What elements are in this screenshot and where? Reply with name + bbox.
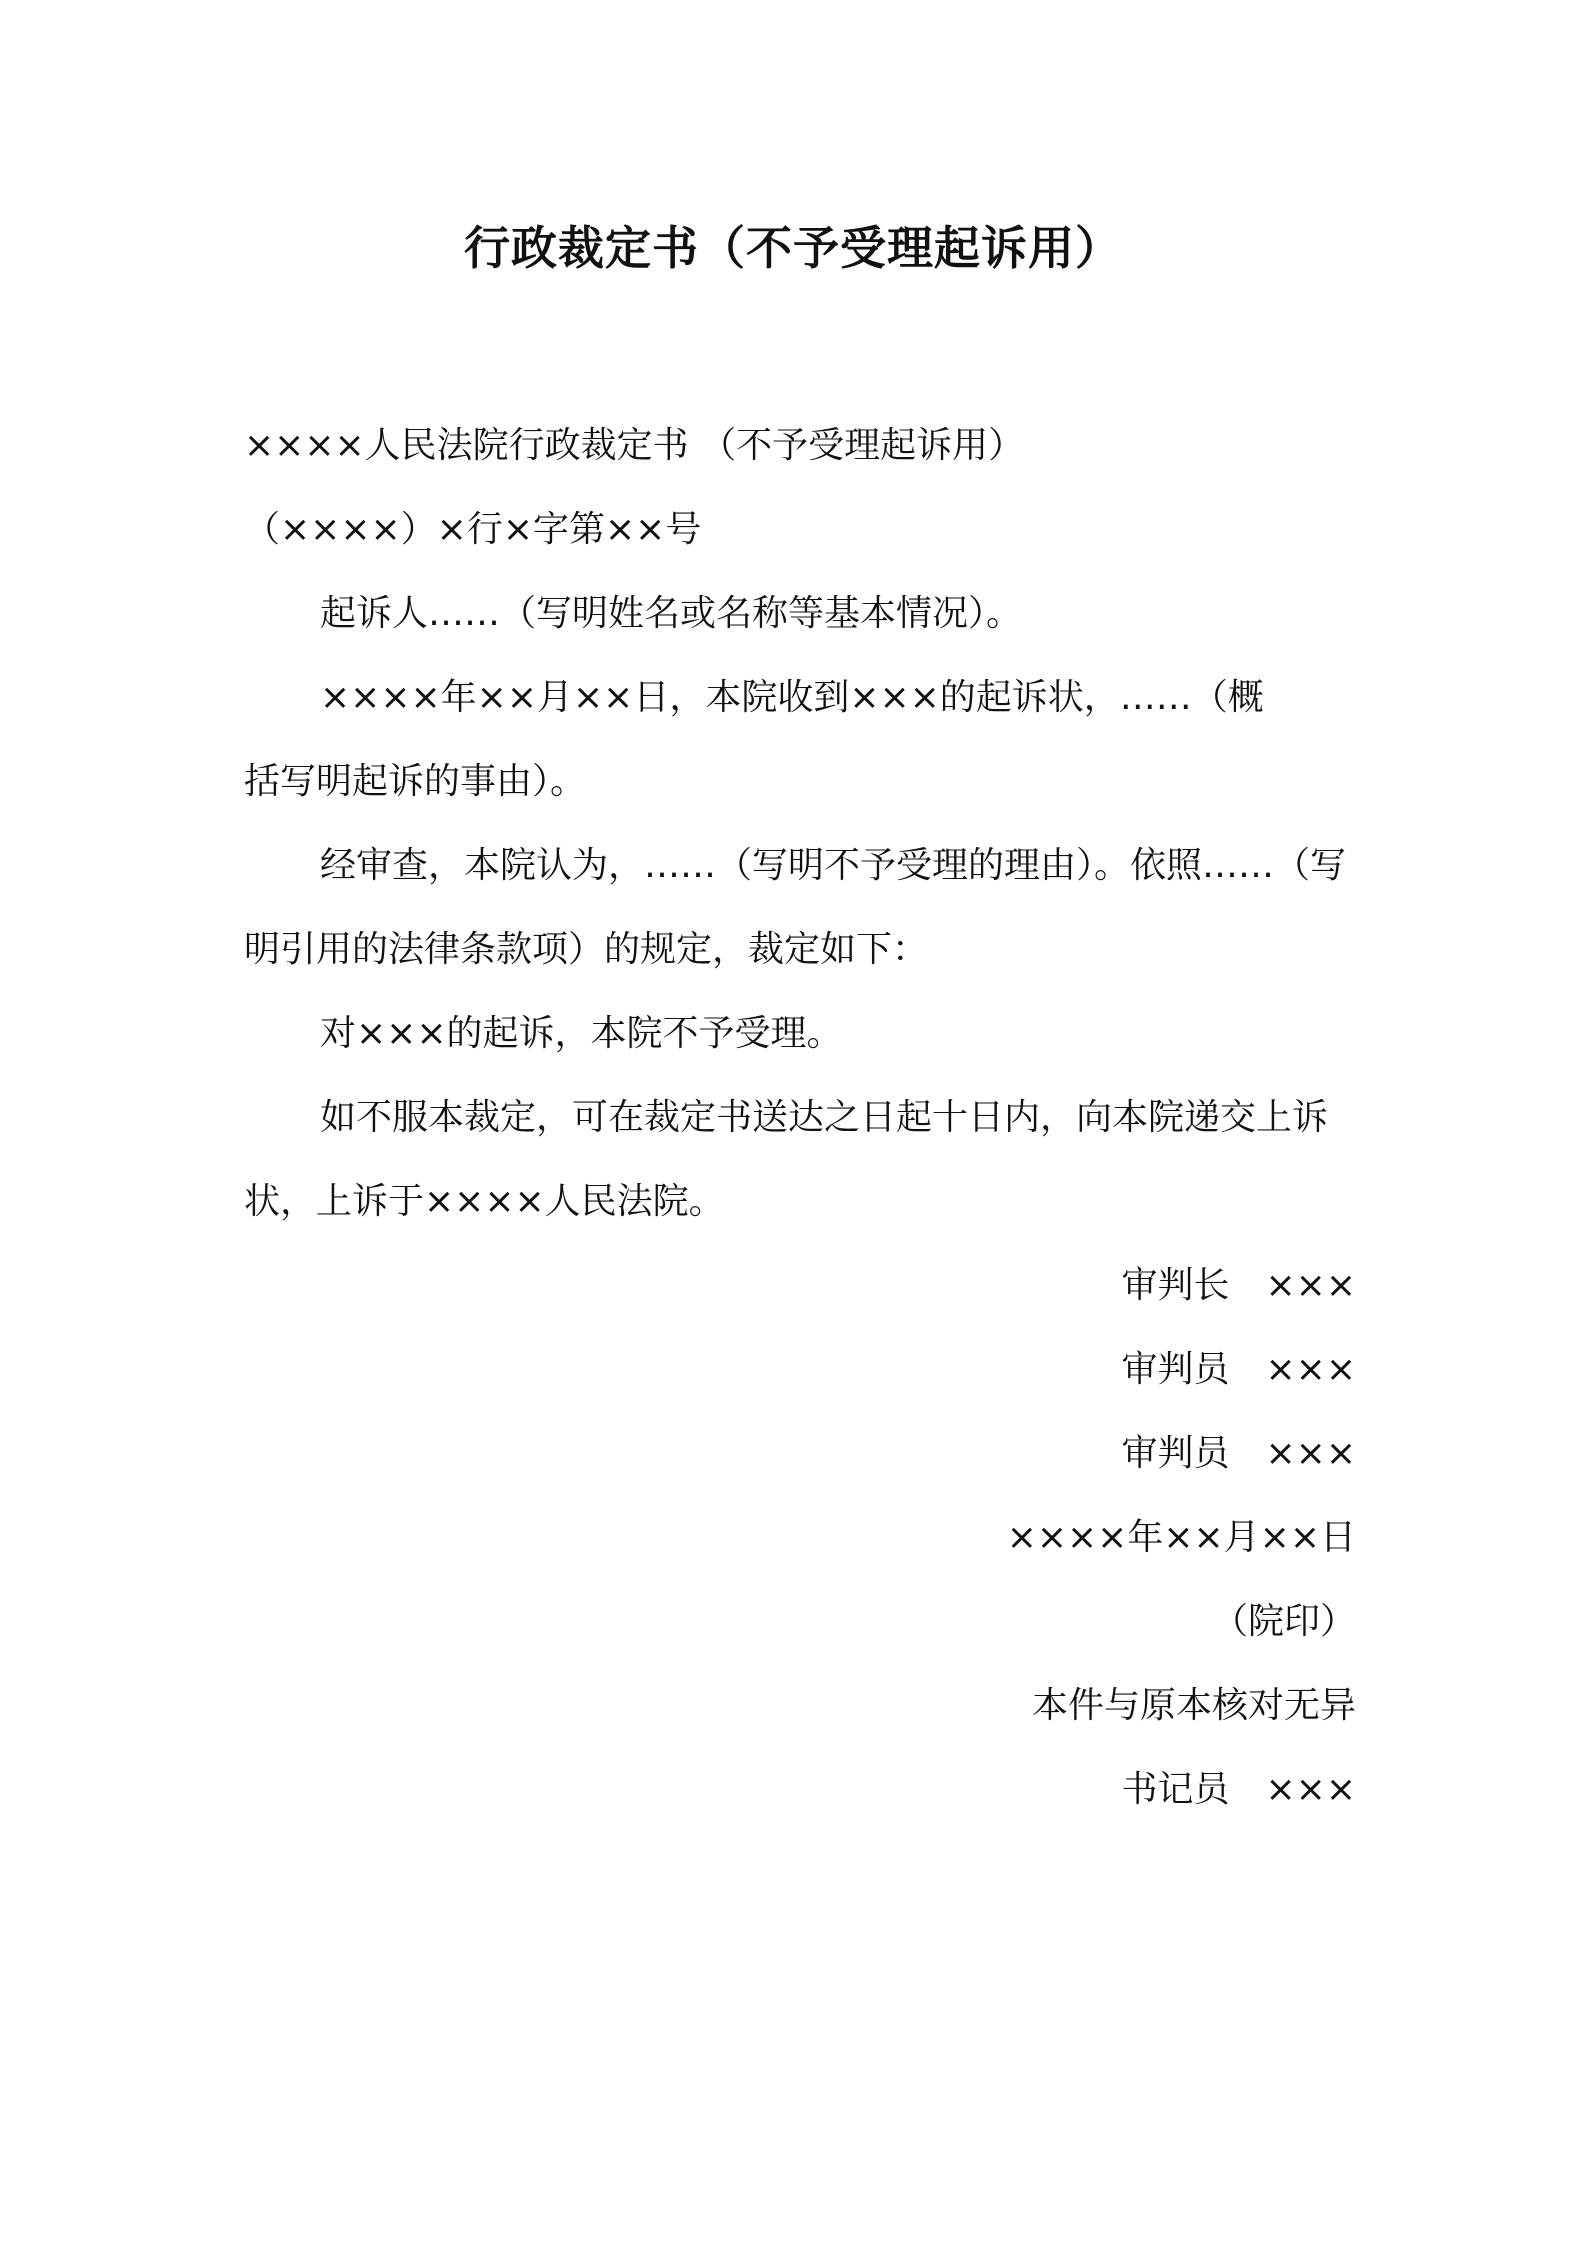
signature-judge-1: 审判员 ××× <box>1121 1349 1356 1390</box>
ruling-paragraph: 对×××的起诉，本院不予受理。 <box>320 1013 843 1054</box>
ruling-date: ××××年××月××日 <box>1006 1517 1356 1558</box>
certification-note: 本件与原本核对无异 <box>1031 1685 1356 1726</box>
document-body <box>244 404 1356 1832</box>
signature-judge-2: 审判员 ××× <box>1121 1433 1356 1474</box>
signature-presiding-judge: 审判长 ××× <box>1121 1265 1356 1306</box>
plaintiff-paragraph: 起诉人……（写明姓名或名称等基本情况）。 <box>320 593 1023 634</box>
review-paragraph-line-2: 明引用的法律条款项）的规定，裁定如下： <box>244 929 929 970</box>
signature-clerk: 书记员 ××× <box>1121 1769 1356 1810</box>
appeal-paragraph-line-2: 状，上诉于××××人民法院。 <box>244 1181 725 1222</box>
receipt-paragraph-line-1: ××××年××月××日，本院收到×××的起诉状，……（概 <box>320 677 1264 718</box>
case-number: （××××）×行×字第××号 <box>244 509 702 550</box>
court-heading: ××××人民法院行政裁定书 （不予受理起诉用） <box>244 425 1025 466</box>
receipt-paragraph-line-2: 括写明起诉的事由）。 <box>244 761 587 802</box>
review-paragraph-line-1: 经审查，本院认为，……（写明不予受理的理由）。依照……（写 <box>320 845 1347 886</box>
document-title: 行政裁定书（不予受理起诉用） <box>464 221 1122 275</box>
court-seal: （院印） <box>1211 1601 1356 1642</box>
appeal-paragraph-line-1: 如不服本裁定，可在裁定书送达之日起十日内，向本院递交上诉 <box>320 1097 1329 1138</box>
